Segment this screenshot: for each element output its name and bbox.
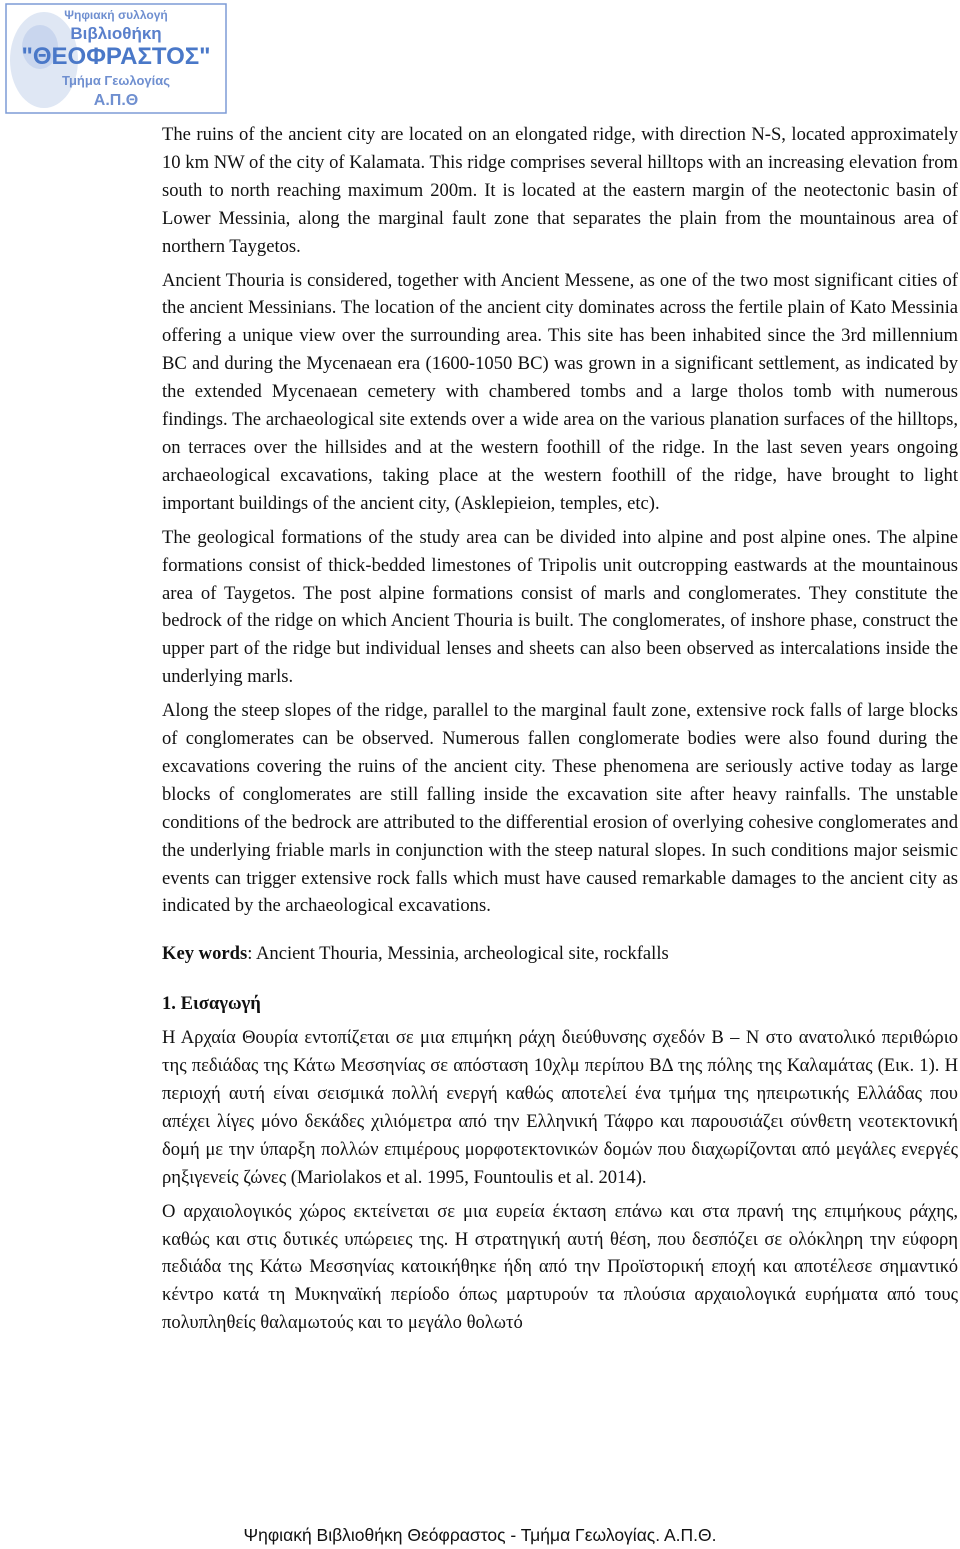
abstract-paragraph-1: The ruins of the ancient city are located on an elongated ridge, with direction N-S, located approximately 10 km NW of the city of Kalamata. This ridge comprises several hilltops with an increasing elevation from south to north reaching maximum 200m. It is located at the eastern margin of the neotectonic basin of Lower Messinia, along the marginal fault zone that separates the plain from the mountainous area of northern Taygetos. bbox=[162, 124, 958, 257]
stamp-line-5: Α.Π.Θ bbox=[93, 92, 139, 109]
stamp-line-4: Τμήμα Γεωλογίας bbox=[62, 73, 170, 88]
stamp-line-2: Βιβλιοθήκη bbox=[70, 24, 162, 43]
section-heading: 1. Εισαγωγή bbox=[162, 993, 261, 1015]
intro-paragraph-2: Ο αρχαιολογικός χώρος εκτείνεται σε μια ευρεία έκταση επάνω και στα πρανή της επιμήκους ράχης, καθώς και στις δυτικές υπώρειες της. Η στρατηγική αυτή θέση, που δεσπόζει σε ολόκληρη την εύφορη πεδιάδα της Κάτω Μεσσηνίας κατοικήθηκε ήδη από την Προϊστορική εποχή και αποτέλεσε σημαντικό κέντρο κατά τη Μυκηναϊκή περίοδο όπως μαρτυρούν τα πλούσια αρχαιολογικά ευρήματα από τους πολυπληθείς θαλαμωτούς και το μεγάλο θολωτό bbox=[162, 1200, 958, 1334]
keywords-text: : Ancient Thouria, Messinia, archeological site, rockfalls bbox=[247, 943, 669, 965]
abstract-paragraph-3: The geological formations of the study area can be divided into alpine and post alpine ones. The alpine formations consist of thick-bedded limestones of Tripolis unit outcropping eastwards at the mountainous area of Taygetos. The post alpine formations consist of marls and conglomerates. They constitute the bedrock of the ridge on which Ancient Thouria is built. The conglomerates, of inshore phase, construct the upper part of the ridge but individual lenses and sheets can also been observed as intercalations inside the underlying marls. bbox=[162, 526, 958, 688]
page-footer: Ψηφιακή Βιβλιοθήκη Θεόφραστος - Τμήμα Γεωλογίας. Α.Π.Θ. bbox=[243, 1525, 717, 1545]
library-stamp-logo bbox=[4, 2, 228, 115]
keywords-label: Key words bbox=[162, 943, 248, 965]
stamp-graphic bbox=[4, 2, 228, 115]
keywords-line bbox=[162, 940, 958, 968]
document-body bbox=[162, 121, 958, 1343]
abstract-paragraph-2: Ancient Thouria is considered, together with Ancient Messene, as one of the two most significant cities of the ancient Messinians. The location of the ancient city dominates across the fertile plain of Kato Messinia offering a unique view over the surrounding area. This site has been inhabited since the 3rd millennium BC and during the Mycenaean era (1600-1050 BC) was grown in a significant settlement, as indicated by the extended Mycenaean cemetery with chambered tombs and a large tholos tomb with numerous findings. The archaeological site extends over a wide area on the various planation surfaces of the hilltops, on terraces over the hillsides and at the western foothill of the ridge. In the last seven years ongoing archaeological excavations, taking place at the western foothill of the ridge, have brought to light important buildings of the ancient city, (Asklepieion, temples, etc). bbox=[162, 269, 958, 514]
stamp-line-1: Ψηφιακή συλλογή bbox=[64, 8, 168, 22]
stamp-line-3: "ΘΕΟΦΡΑΣΤΟΣ" bbox=[21, 43, 211, 70]
intro-paragraph-1: Η Αρχαία Θουρία εντοπίζεται σε μια επιμήκη ράχη διεύθυνσης σχεδόν Β – Ν στο ανατολικό περιθώριο της πεδιάδας της Κάτω Μεσσηνίας σε απόσταση 10χλμ περίπου ΒΔ της πόλης της Καλαμάτας (Εικ. 1). Η περιοχή αυτή είναι σεισμικά πολλή ενεργή καθώς αποτελεί ένα τμήμα της ηπειρωτικής Ελλάδας που απέχει λίγες μόνο δεκάδες χιλιόμετρα από την Ελληνική Τάφρο και παρουσιάζει σύνθετη νεοτεκτονική δομή με την ύπαρξη πολλών επιμέρους μορφοτεκτονικών δομών που διαχωρίζονται από μεγάλες ενεργές ρηξιγενείς ζώνες (Mariolakos et al. 1995, Fountoulis et al. 2014). bbox=[162, 1027, 958, 1188]
abstract-paragraph-4: Along the steep slopes of the ridge, parallel to the marginal fault zone, extensive rock falls of large blocks of conglomerates can be observed. Numerous fallen conglomerate bodies were also found during the excavations covering the ruins of the ancient city. These phenomena are seriously active today as large blocks of conglomerates are still falling inside the excavation site after heavy rainfalls. The unstable conditions of the bedrock are attributed to the differential erosion of overlying cohesive conglomerates and the underlying friable marls in conjunction with the steep natural slopes. In such conditions major seismic events can trigger extensive rock falls which must have caused remarkable damages to the ancient city as indicated by the archaeological excavations. bbox=[162, 700, 958, 917]
